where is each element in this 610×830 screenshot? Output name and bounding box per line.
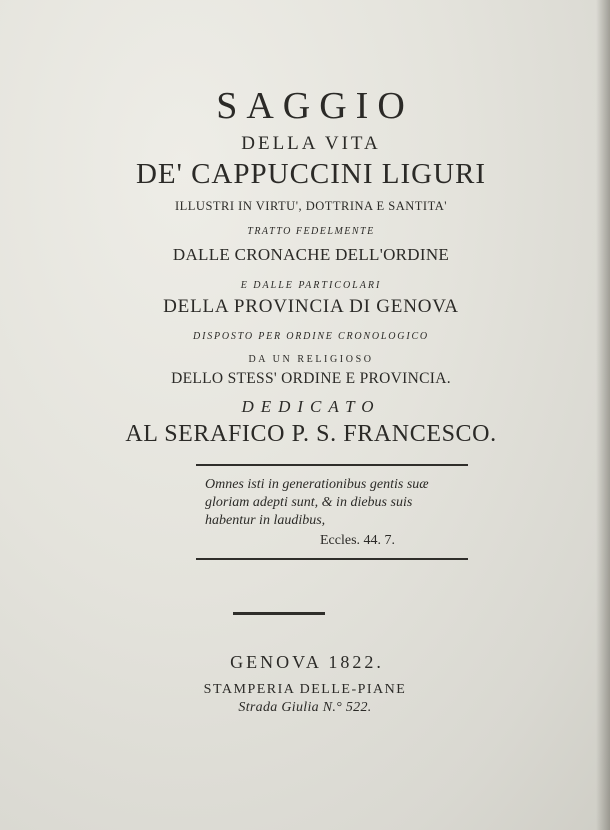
subtitle-disposto: DISPOSTO PER ORDINE CRONOLOGICO [193, 331, 429, 342]
subtitle-stess-ordine: DELLO STESS' ORDINE E PROVINCIA. [171, 370, 451, 387]
epigraph-bottom-rule [196, 558, 468, 560]
imprint-printer: STAMPERIA DELLE-PIANE [203, 682, 407, 697]
subtitle-particolari: E DALLE PARTICOLARI [240, 280, 382, 291]
subtitle-tratto: TRATTO FEDELMENTE [247, 226, 375, 237]
subtitle-illustri: ILLUSTRI IN VIRTU', DOTTRINA E SANTITA' [175, 199, 447, 213]
epigraph-top-rule [196, 464, 468, 466]
epigraph-citation: Eccles. 44. 7. [320, 533, 396, 548]
subtitle-provincia: DELLA PROVINCIA DI GENOVA [163, 296, 459, 317]
epigraph-line-3: habentur in laudibus, [205, 513, 326, 528]
dedication-heading: DEDICATO [241, 397, 381, 416]
epigraph-line-2: gloriam adepti sunt, & in diebus suis [205, 495, 413, 510]
subtitle-religioso: DA UN RELIGIOSO [248, 354, 374, 365]
imprint-city-year: GENOVA 1822. [230, 652, 384, 672]
imprint-address: Strada Giulia N.° 522. [238, 700, 372, 715]
title-cappuccini-liguri: DE' CAPPUCCINI LIGURI [135, 158, 487, 190]
title-della-vita: DELLA VITA [241, 133, 381, 154]
epigraph-line-1: Omnes isti in generationibus gentis suæ [205, 477, 429, 492]
dedication-name: AL SERAFICO P. S. FRANCESCO. [125, 421, 497, 447]
title-saggio: SAGGIO [216, 85, 414, 127]
subtitle-cronache: DALLE CRONACHE DELL'ORDINE [172, 245, 450, 264]
divider-rule [233, 612, 325, 615]
